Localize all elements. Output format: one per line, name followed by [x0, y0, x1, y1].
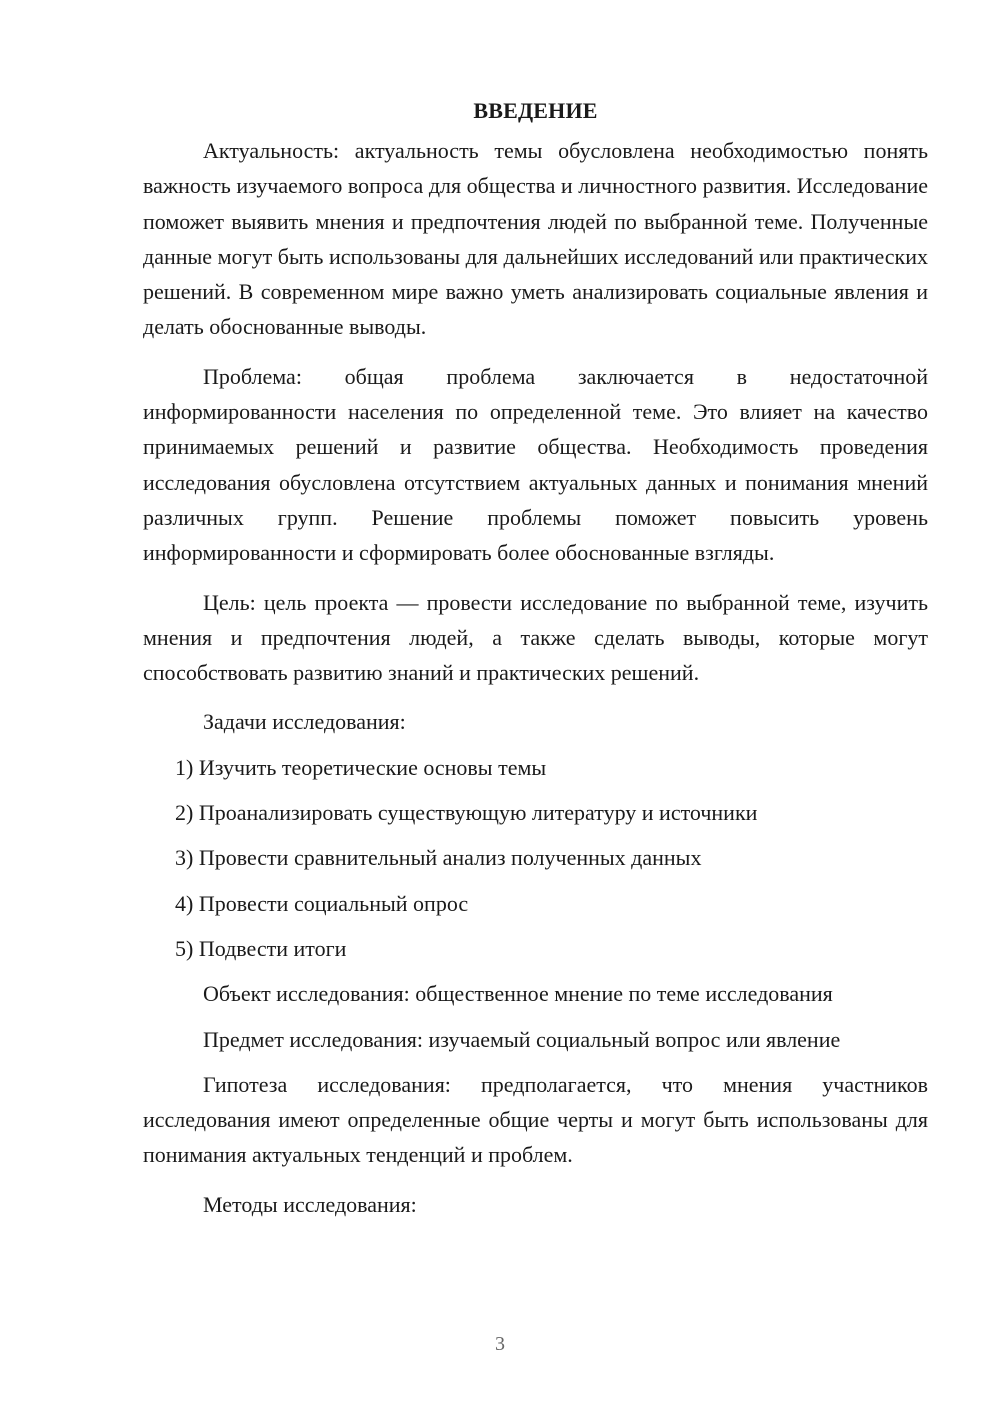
list-item: 5) Подвести итоги [175, 935, 347, 961]
subject-line: Предмет исследования: изучаемый социальный вопрос или явление [203, 1026, 841, 1052]
relevance-paragraph: Актуальность: актуальность темы обусловлена необходимостью понять важность изучаемого вопроса для общества и личностного развития. Исследование поможет выявить мнения и предпочтения людей по выбранной теме. Полученные данные могут быть использованы для дальнейших исследований или практических решений. В современном мире важно уметь анализировать социальные явления и делать обоснованные выводы. [143, 138, 928, 340]
list-item: 4) Провести социальный опрос [175, 890, 469, 916]
methods-heading: Методы исследования: [203, 1191, 417, 1217]
list-item: 3) Провести сравнительный анализ полученных данных [175, 845, 702, 871]
tasks-list [143, 750, 928, 966]
page-title: ВВЕДЕНИЕ [473, 98, 598, 123]
goal-paragraph: Цель: цель проекта — провести исследование по выбранной теме, изучить мнения и предпочтения людей, а также сделать выводы, которые могут способствовать развитию знаний и практических решений. [143, 589, 928, 686]
hypothesis-paragraph: Гипотеза исследования: предполагается, что мнения участников исследования имеют определенные общие черты и могут быть использованы для понимания актуальных тенденций и проблем. [143, 1071, 928, 1168]
page-number: 3 [495, 1333, 505, 1355]
problem-paragraph: Проблема: общая проблема заключается в недостаточной информированности населения по определенной теме. Это влияет на качество принимаемых решений и развитие общества. Необходимость проведения исследования обусловлена отсутствием актуальных данных и понимания мнений различных групп. Решение проблемы поможет повысить уровень информированности и сформировать более обоснованные взгляды. [143, 363, 928, 566]
object-line: Объект исследования: общественное мнение по теме исследования [203, 981, 833, 1007]
list-item: 1) Изучить теоретические основы темы [175, 754, 547, 780]
page-content [143, 95, 928, 1232]
list-item: 2) Проанализировать существующую литературу и источники [175, 800, 758, 826]
tasks-heading: Задачи исследования: [203, 709, 406, 735]
